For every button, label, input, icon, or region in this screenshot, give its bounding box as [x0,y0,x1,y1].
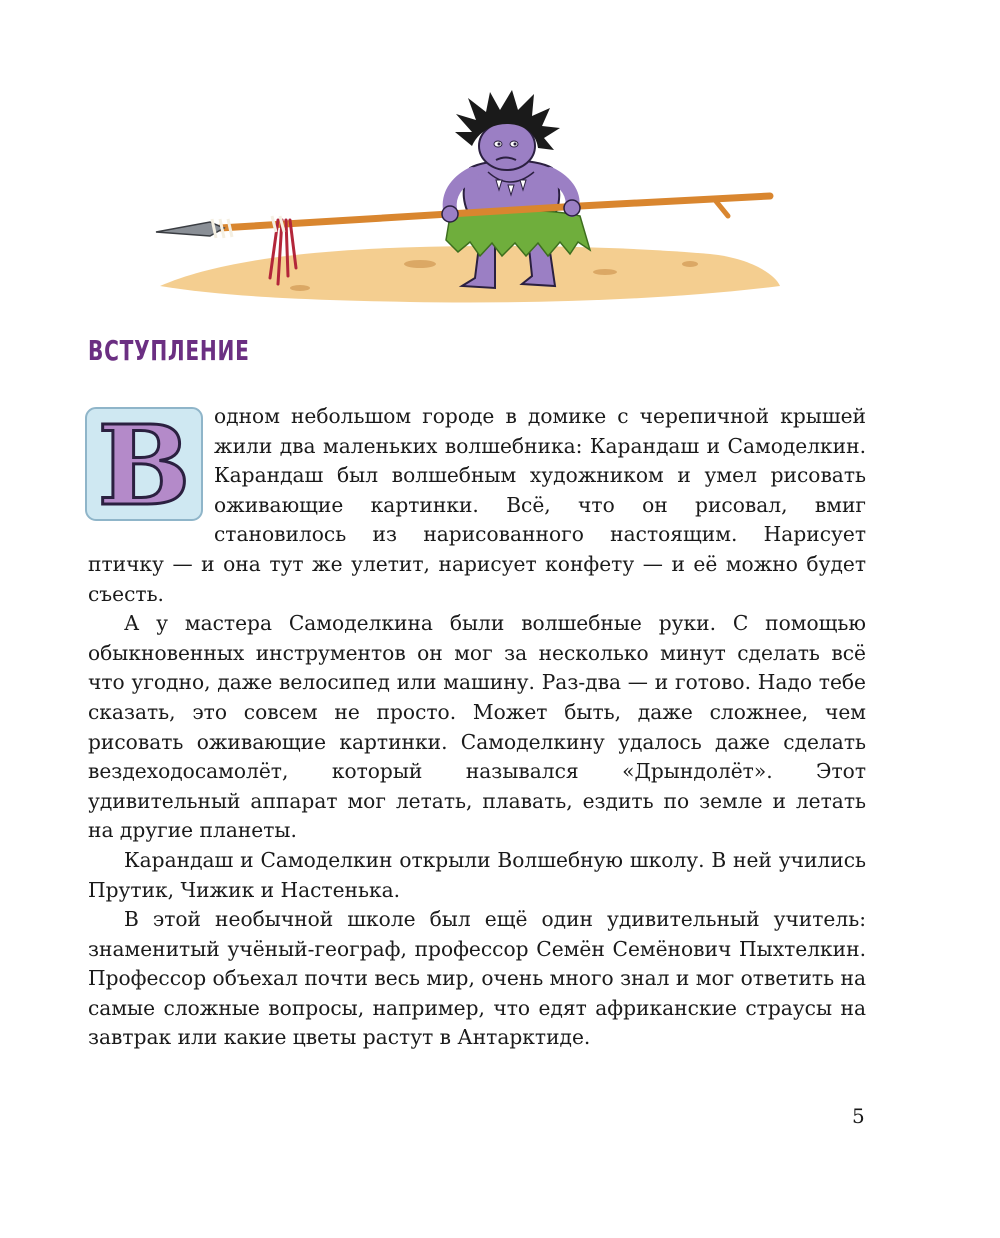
paragraph: В этой необычной школе был ещё один удивительный учитель: знаменитый учёный-географ, профессор Семён Семёнович Пыхтелкин. Профессор объехал почти весь мир, очень много знал и мог ответить на самые сложные вопросы, например, что едят африканские страусы на завтрак или какие цветы растут в Антарктиде. [88,907,866,1050]
paragraph [88,402,866,609]
caveman-hand [564,200,580,216]
pebble [682,261,698,267]
body-text [88,402,866,1053]
sand-ground [160,246,780,302]
pebble [404,260,436,268]
dropcap-glyph: В [97,404,191,524]
caveman-illustration [150,88,790,308]
page-number: 5 [852,1104,865,1128]
caveman-hand [442,206,458,222]
pebble [593,269,617,275]
spear-binding [212,219,232,238]
spear-branch [715,200,728,216]
dropcap-letter-v [82,404,206,524]
chapter-heading: ВСТУПЛЕНИЕ [88,334,250,367]
paragraph-text: одном небольшом городе в домике с черепичной крышей жили два маленьких волшебника: Карандаш и Самоделкин. Карандаш был волшебным художником и умел рисовать оживающие картинки. Всё, что он рисовал, вмиг становилось из нарисованного настоящим. Нарисует птичку — и она тут же улетит, нарисует конфету — и её можно будет съесть. [88,404,866,606]
paragraph: Карандаш и Самоделкин открыли Волшебную школу. В ней учились Прутик, Чижик и Настенька. [88,847,866,902]
pebble [290,285,310,291]
paragraph: А у мастера Самоделкина были волшебные руки. С помощью обыкновенных инструментов он мог за несколько минут сделать всё что угодно, даже велосипед или машину. Раз-два — и готово. Надо тебе сказать, это совсем не просто. Может быть, даже сложнее, чем рисовать оживающие картинки. Самоделкину удалось даже сделать вездеходосамолёт, который назывался «Дрындолёт». Этот удивительный аппарат мог летать, плавать, ездить по земле и летать на другие планеты. [88,611,866,843]
